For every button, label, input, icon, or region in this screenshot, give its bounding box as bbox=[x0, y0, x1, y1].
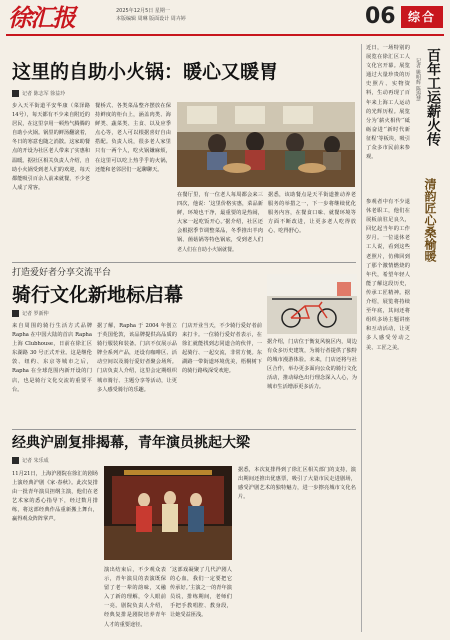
right-title: 百年工运薪火传 bbox=[425, 48, 441, 146]
masthead bbox=[0, 0, 450, 40]
story3-column-2: 演出结束后，不少观众表示，青年演员的表演既保留了老一辈的韵味，又融入了新的理解，令人眼前一亮。剧院负责人介绍，经典复排是剧院培养青年人才的重要途径。 bbox=[104, 567, 166, 628]
story2-byline: 记者 罗新仲 bbox=[12, 310, 132, 318]
byline-marker-icon bbox=[12, 90, 19, 97]
story-divider bbox=[12, 429, 356, 430]
page-number: 06 bbox=[365, 4, 396, 29]
story3-headline: 经典沪剧复排揭幕，青年演员挑起大梁 bbox=[12, 435, 250, 451]
story2-headline: 骑行文化新地标启幕 bbox=[12, 284, 184, 306]
right-column-bottom-text-2 bbox=[412, 292, 446, 630]
story-divider bbox=[12, 262, 356, 263]
right-byline: 记者 姚明辉 陈海慧 bbox=[415, 58, 421, 102]
story1-column-1: 步入天平街道平安华康（菜泽路14号），每天都有不少来自附近的居民，在这里享用一顿热气腾腾的自助小火锅。锅里的鲜汤翻滚着，冬日的寒意也随之消散。这家助餐点的开设为社区老人带来了实惠和温暖。据社区相关负责人介绍，自助小火锅受到老人们的欢迎，每天都能吸引百余人前来就餐，不少老人成了常客。 bbox=[12, 103, 90, 191]
story2-column-3: 门店开业当天，不少骑行爱好者前来打卡。一位骑行爱好者表示，在徐汇就能找到志同道合的伙伴，一起骑行、一起交流，非常方便。东湖路一带街道环境优美，梧桐树下的骑行路线深受欢迎。 bbox=[182, 323, 262, 375]
story1-photo bbox=[177, 102, 355, 187]
masthead-rule bbox=[6, 34, 444, 36]
issue-date: 2025年12月5日 星期一 bbox=[116, 8, 170, 14]
story2-kicker: 打造爱好者分享交流平台 bbox=[12, 268, 112, 278]
story1-column-2: 餐桥式、各类菜品整齐摆放在保持鲜度的柜台上，涵盖肉类、海鲜类、蔬菜类、主食、以及应季点心等，老人可以根据喜好自由搭配。负责人说，很多老人家里只有一两个人，吃火锅嫌麻烦，在这里可以吃上热乎乎的火锅，还能和老邻居们一起聊聊天。 bbox=[95, 103, 171, 173]
story2-column-2: 据了解，Rapha 于 2004 年创立于英国伦敦，该品牌提供高品质的骑行服装和装备。门店不仅展示品牌全系列产品，还设有咖啡区、活动空间以及骑行爱好者聚会场所。门店负责人介绍，这里会定期组织城市骑行、主题分享等活动，让更多人感受骑行的乐趣。 bbox=[97, 323, 177, 393]
story3-byline: 记者 朱乐成 bbox=[12, 457, 132, 465]
story1-headline: 这里的自助小火锅：暖心又暖胃 bbox=[12, 61, 279, 83]
editor-line: 本版编辑 周琳 版面设计 周卉婷 bbox=[116, 16, 186, 22]
story1-caption: 老人们在自助小火锅就餐。 bbox=[177, 247, 238, 253]
story1-column-4: 据悉，该助餐点是天平街道推动养老服务的举措之一，下一步将继续优化服务内容，在餐食口味、就餐环境等方面不断改进，让更多老人吃得放心、吃得舒心。 bbox=[268, 192, 356, 235]
story1-column-3: 在餐厅里，有一位老人每周都会来三四次，他说：‘这里价格实惠，菜品新鲜，环境也干净，最重要的是热闹，大家一起吃饭开心。’据介绍，社区还会根据季节调整菜品，冬季推出羊肉锅、菌菇锅等特色锅底，受到老人们 bbox=[177, 192, 263, 243]
story2-column-4: 据介绍，门店位于衡复风貌区内，周边有众多历史建筑，为骑行者提供了独特的城市漫游体验。未来，门店还将与社区合作，举办更多面向公众的骑行文化活动，推动绿色出行理念深入人心，为城市生活增添更多活力。 bbox=[267, 339, 357, 391]
story2-photo bbox=[267, 274, 357, 334]
story2-column-1: 来自周围的骑行生活方式品牌 Rapha 在中国大陆的首店 Rapha 上海 Clubhouse，日前在徐汇区东湖路 30 号正式开业。这是继伦敦、纽约、东京等城市之后，Rapha 在全球范围内新开设的门店，也是骑行文化交流的重要平台。 bbox=[12, 323, 92, 393]
story3-column-4: 据悉，本次复排得到了徐汇区相关部门的支持，演出期间还推出优惠票，吸引了大量市民走进剧场，感受沪剧艺术的独特魅力，进一步擦亮城市文化名片。 bbox=[238, 467, 356, 501]
right-subtitle: 清韵匠心桑榆暖 bbox=[423, 178, 437, 262]
story3-column-3: ‘这部戏凝聚了几代沪剧人的心血，我们一定要把它传承好。’主演之一的青年演员说，排练期间，老师们手把手教唱腔、教身段，让她受益匪浅。 bbox=[170, 567, 232, 619]
story3-column-1: 11月21日，上海沪剧院在徐汇的剧场上演经典沪剧《家·春秋》。此次复排由一批青年演员担纲主演，他们在老艺术家的悉心指导下，经过数月排练，将这部经典作品重新搬上舞台，赢得观众阵阵掌声。 bbox=[12, 471, 98, 523]
right-column-top-text: 近日，一场特别的展览在徐汇区工人文化宫开幕。展览通过大量珍贵的历史照片、实物资料，生动再现了百年来上海工人运动的光辉历程。展览分为‘薪火相传’‘砥砺奋进’‘新时代新征程’等板块，吸引了众多市民前来参观。 bbox=[366, 45, 410, 161]
column-divider bbox=[361, 44, 362, 632]
story1-byline: 记者 陈志军 徐益玲 bbox=[12, 90, 162, 98]
masthead-info bbox=[116, 7, 346, 23]
story3-photo bbox=[104, 466, 232, 560]
opera-stage-photo bbox=[104, 466, 232, 560]
byline-marker-icon bbox=[12, 457, 19, 464]
hotpot-dining-photo bbox=[177, 102, 355, 187]
bicycle-store-photo bbox=[267, 274, 357, 334]
byline-marker-icon bbox=[12, 310, 19, 317]
right-column-bottom-text: 参观者中有不少退休老职工，他们在展板前驻足良久，回忆起当年的工作岁月。一位退休老工人说，看到这些老照片，仿佛回到了那个激情燃烧的年代，希望年轻人能了解这段历史，传承工匠精神。据介绍，展览将持续至年底，其间还将组织多场主题讲座和互动活动，让更多人感受劳动之美、工匠之美。 bbox=[366, 199, 410, 351]
section-label: 综合 bbox=[401, 6, 443, 28]
newspaper-logo: 徐汇报 bbox=[8, 3, 74, 32]
